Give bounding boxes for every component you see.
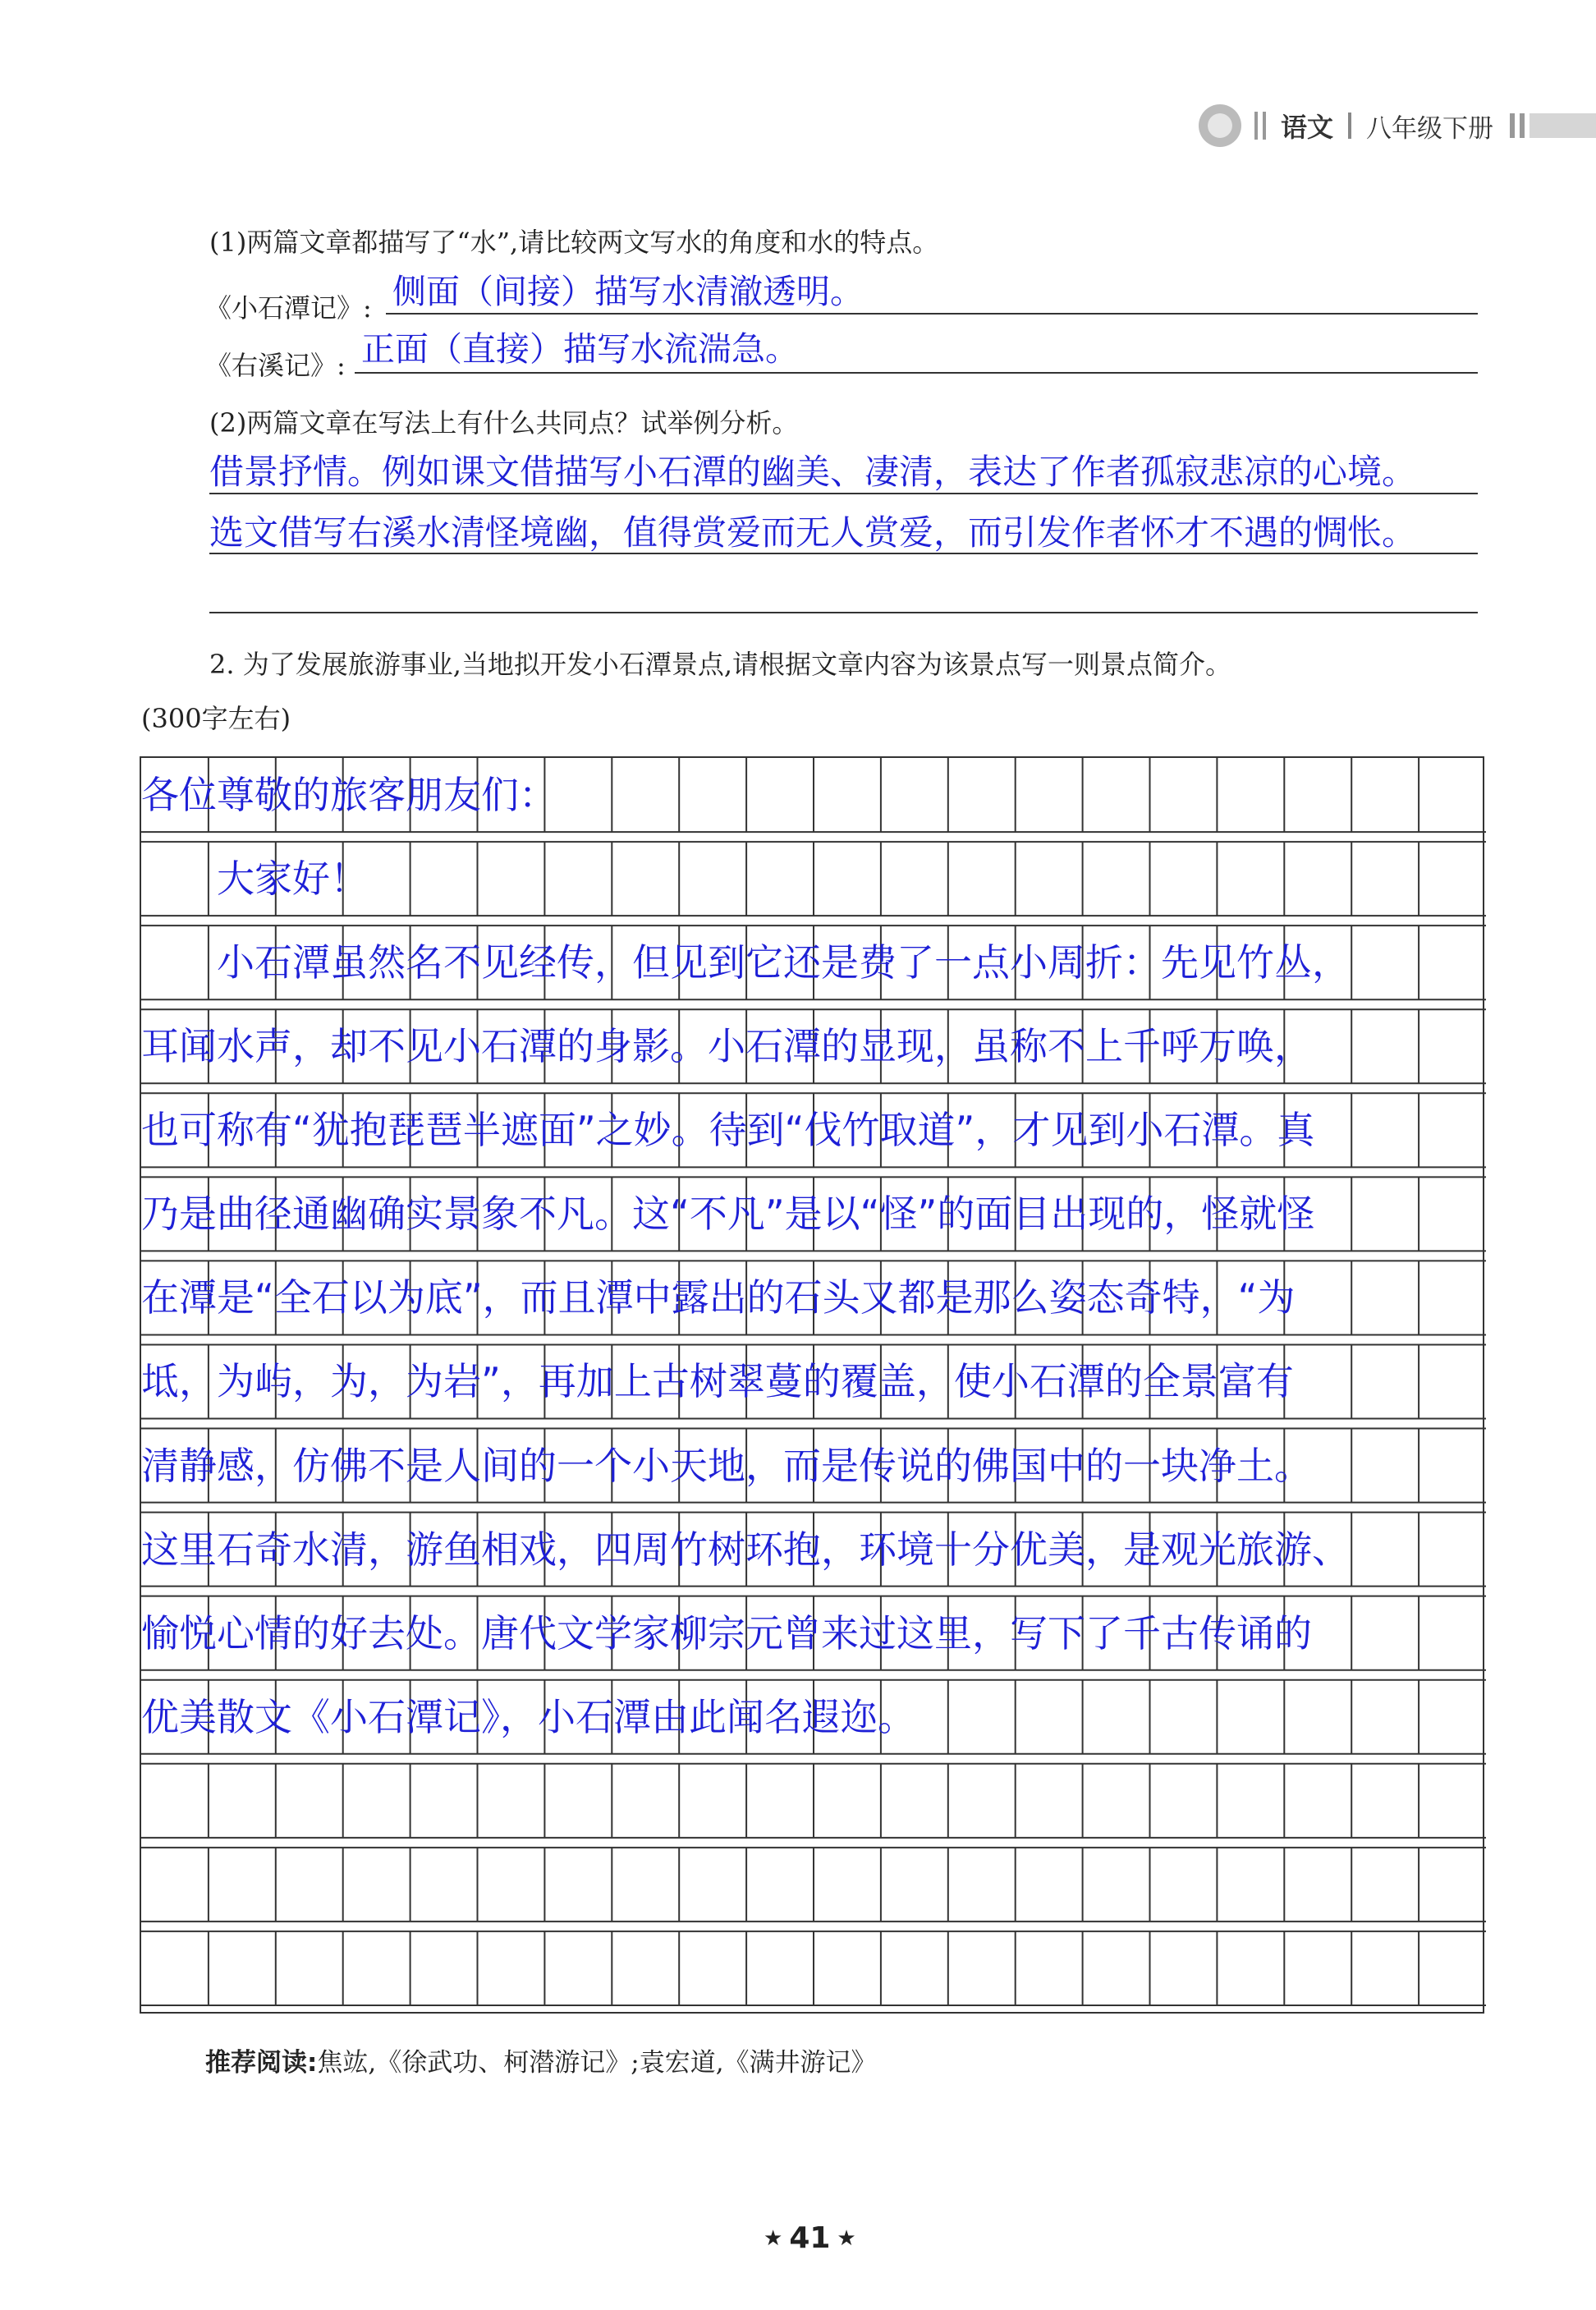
- divider-bars: [1254, 112, 1266, 140]
- essay-line: 乃是曲径通幽确实景象不凡。这“不凡”是以“怪”的面目出现的，怪就怪: [141, 1192, 1315, 1237]
- q1-answer-a: 侧面（间接）描写水清澈透明。: [392, 272, 864, 311]
- answer-line: [386, 313, 1478, 315]
- q1-label-youxiji: 《右溪记》:: [205, 350, 346, 381]
- answer-line: [209, 612, 1478, 613]
- q2-prompt-continued: (300字左右): [141, 703, 291, 734]
- star-icon: ★: [837, 2225, 856, 2251]
- header-stripe: [1510, 113, 1596, 138]
- q1-answer-2-line-2: 选文借写右溪水清怪境幽，值得赏爱而无人赏爱，而引发作者怀才不遇的惆怅。: [209, 512, 1417, 553]
- answer-line: [209, 553, 1478, 554]
- essay-line: 在潭是“全石以为底”，而且潭中露出的石头又都是那么姿态奇特，“为: [141, 1275, 1296, 1320]
- page-header: [1199, 105, 1596, 146]
- q1-prompt-1: (1)两篇文章都描写了“水”,请比较两文写水的角度和水的特点。: [209, 227, 939, 258]
- answer-line: [355, 372, 1478, 374]
- q1-prompt-2: (2)两篇文章在写法上有什么共同点？试举例分析。: [209, 407, 799, 439]
- q2-prompt: 2. 为了发展旅游事业,当地拟开发小石潭景点,请根据文章内容为该景点写一则景点简介。: [209, 649, 1232, 680]
- essay-line: 也可称有“犹抱琵琶半遮面”之妙。待到“伐竹取道”，才见到小石潭。真: [141, 1108, 1315, 1153]
- subject-label: 语文: [1280, 112, 1333, 143]
- page-footer: [764, 2221, 856, 2255]
- essay-line: 优美散文《小石潭记》，小石潭由此闻名遐迩。: [141, 1694, 915, 1739]
- divider: [1348, 113, 1351, 139]
- essay-line: 小石潭虽然名不见经传，但见到它还是费了一点小周折：先见竹丛，: [141, 940, 1350, 985]
- page-number: 41: [789, 2221, 831, 2255]
- essay-line: 坻，为屿，为，为岩”，再加上古树翠蔓的覆盖，使小石潭的全景富有: [141, 1359, 1294, 1404]
- q1-answer-2-line-1: 借景抒情。例如课文借描写小石潭的幽美、凄清，表达了作者孤寂悲凉的心境。: [209, 452, 1417, 492]
- reading-label: 推荐阅读:: [205, 2048, 318, 2078]
- reading-text: 焦竑,《徐武功、柯潜游记》;袁宏道,《满井游记》: [317, 2048, 877, 2078]
- sun-logo-icon: [1199, 104, 1241, 147]
- essay-line: 各位尊敬的旅客朋友们：: [141, 773, 557, 817]
- grade-label: 八年级下册: [1366, 113, 1493, 144]
- star-icon: ★: [764, 2225, 783, 2251]
- essay-line: 大家好！: [141, 856, 368, 902]
- q1-answer-b: 正面（直接）描写水流湍急。: [361, 329, 799, 369]
- essay-line: 耳闻水声，却不见小石潭的身影。小石潭的显现，虽称不上千呼万唤，: [141, 1024, 1312, 1069]
- essay-line: 这里石奇水清，游鱼相戏，四周竹树环抱，环境十分优美，是观光旅游、: [141, 1527, 1350, 1572]
- answer-line: [209, 493, 1478, 494]
- recommended-reading: [205, 2041, 877, 2078]
- essay-line: 清静感，仿佛不是人间的一个小天地，而是传说的佛国中的一块净土。: [141, 1443, 1312, 1488]
- essay-line: 愉悦心情的好去处。唐代文学家柳宗元曾来过这里，写下了千古传诵的: [141, 1610, 1312, 1656]
- q1-label-xiaoshitanji: 《小石潭记》:: [205, 292, 372, 324]
